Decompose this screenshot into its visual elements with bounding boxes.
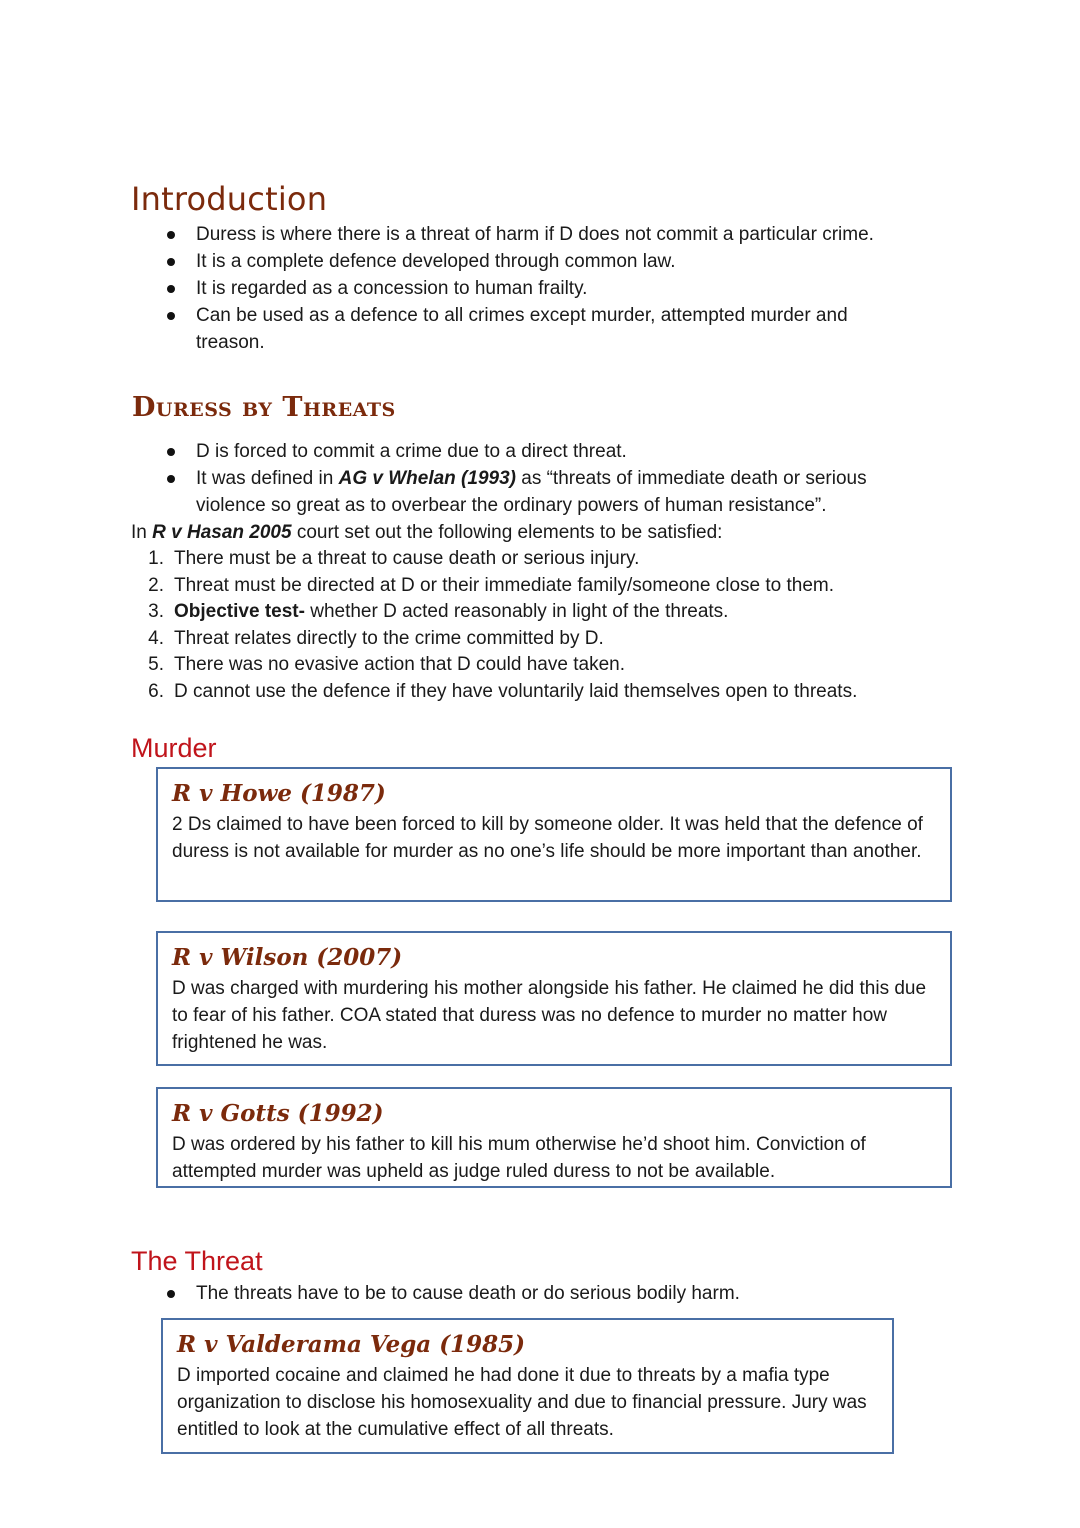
item-text: Threat relates directly to the crime committed by D. [174, 627, 604, 649]
hasan-intro [131, 519, 722, 546]
case-text: D imported cocaine and claimed he had done it due to threats by a mafia type organization to disclose his homosexuality and due to financial pressure. Jury was entitled to look at the cumulative effect of all threats. [177, 1365, 867, 1440]
case-box-howe [156, 767, 952, 902]
bullet-text: It was defined in [196, 468, 339, 489]
item-number: 5. [148, 654, 164, 676]
the-threat-heading: The Threat [131, 1246, 263, 1276]
item-text: There must be a threat to cause death or serious injury. [174, 548, 640, 569]
case-box-gotts [156, 1087, 952, 1188]
murder-heading: Murder [131, 733, 217, 763]
threat-bullets [131, 1280, 951, 1307]
item-number: 2. [148, 574, 164, 596]
item-number: 6. [148, 680, 164, 702]
list-item: Can be used as a defence to all crimes except murder, attempted murder and treason. [131, 302, 896, 356]
hasan-elements-list [131, 546, 857, 706]
case-reference: R v Hasan 2005 [152, 522, 292, 543]
list-item: Duress is where there is a threat of harm if D does not commit a particular crime. [131, 221, 951, 248]
case-title: R v Howe (1987) [172, 780, 386, 807]
list-item: The threats have to be to cause death or do serious bodily harm. [131, 1280, 951, 1307]
hasan-prefix: In [131, 522, 153, 543]
list-item [131, 573, 857, 600]
case-title: R v Gotts (1992) [172, 1100, 384, 1127]
item-number: 4. [148, 627, 164, 649]
case-box-valderama-vega [161, 1318, 894, 1454]
list-item [131, 652, 857, 679]
item-text: There was no evasive action that D could have taken. [174, 654, 625, 676]
list-item [131, 465, 906, 519]
list-item: It is a complete defence developed through common law. [131, 248, 951, 275]
case-title: R v Wilson (2007) [172, 944, 403, 971]
item-number: 3. [148, 601, 164, 623]
case-text: D was ordered by his father to kill his mum otherwise he’d shoot him. Conviction of attempted murder was upheld as judge ruled duress to not be available. [172, 1134, 866, 1182]
case-text: 2 Ds claimed to have been forced to kill by someone older. It was held that the defence of duress is not available for murder as no one’s life should be more important than another. [172, 814, 923, 862]
list-item: D is forced to commit a crime due to a direct threat. [131, 438, 951, 465]
item-text: whether D acted reasonably in light of the threats. [304, 601, 729, 623]
case-reference: AG v Whelan (1993) [338, 468, 516, 489]
case-title: R v Valderama Vega (1985) [177, 1331, 525, 1358]
list-item [131, 546, 857, 573]
bullet-text: as “threats of immediate death or serious violence so great as to overbear the ordinary powers of human resistance”. [196, 468, 867, 516]
duress-by-threats-heading: Duress by Threats [132, 392, 396, 423]
introduction-heading: Introduction [131, 180, 328, 218]
case-text: D was charged with murdering his mother alongside his father. He claimed he did this due to fear of his father. COA stated that duress was no defence to murder no matter how frightened he was. [172, 978, 927, 1053]
duress-bullets [131, 438, 951, 519]
list-item: It is regarded as a concession to human frailty. [131, 275, 951, 302]
item-bold: Objective test- [174, 601, 305, 623]
case-box-wilson [156, 931, 952, 1066]
list-item [131, 679, 857, 706]
hasan-suffix: court set out the following elements to be satisfied: [291, 522, 723, 543]
item-text: Threat must be directed at D or their immediate family/someone close to them. [174, 574, 834, 596]
introduction-bullets [131, 221, 951, 356]
list-item [131, 599, 857, 626]
item-text: D cannot use the defence if they have voluntarily laid themselves open to threats. [174, 680, 858, 702]
item-number: 1. [148, 548, 164, 569]
list-item [131, 626, 857, 653]
